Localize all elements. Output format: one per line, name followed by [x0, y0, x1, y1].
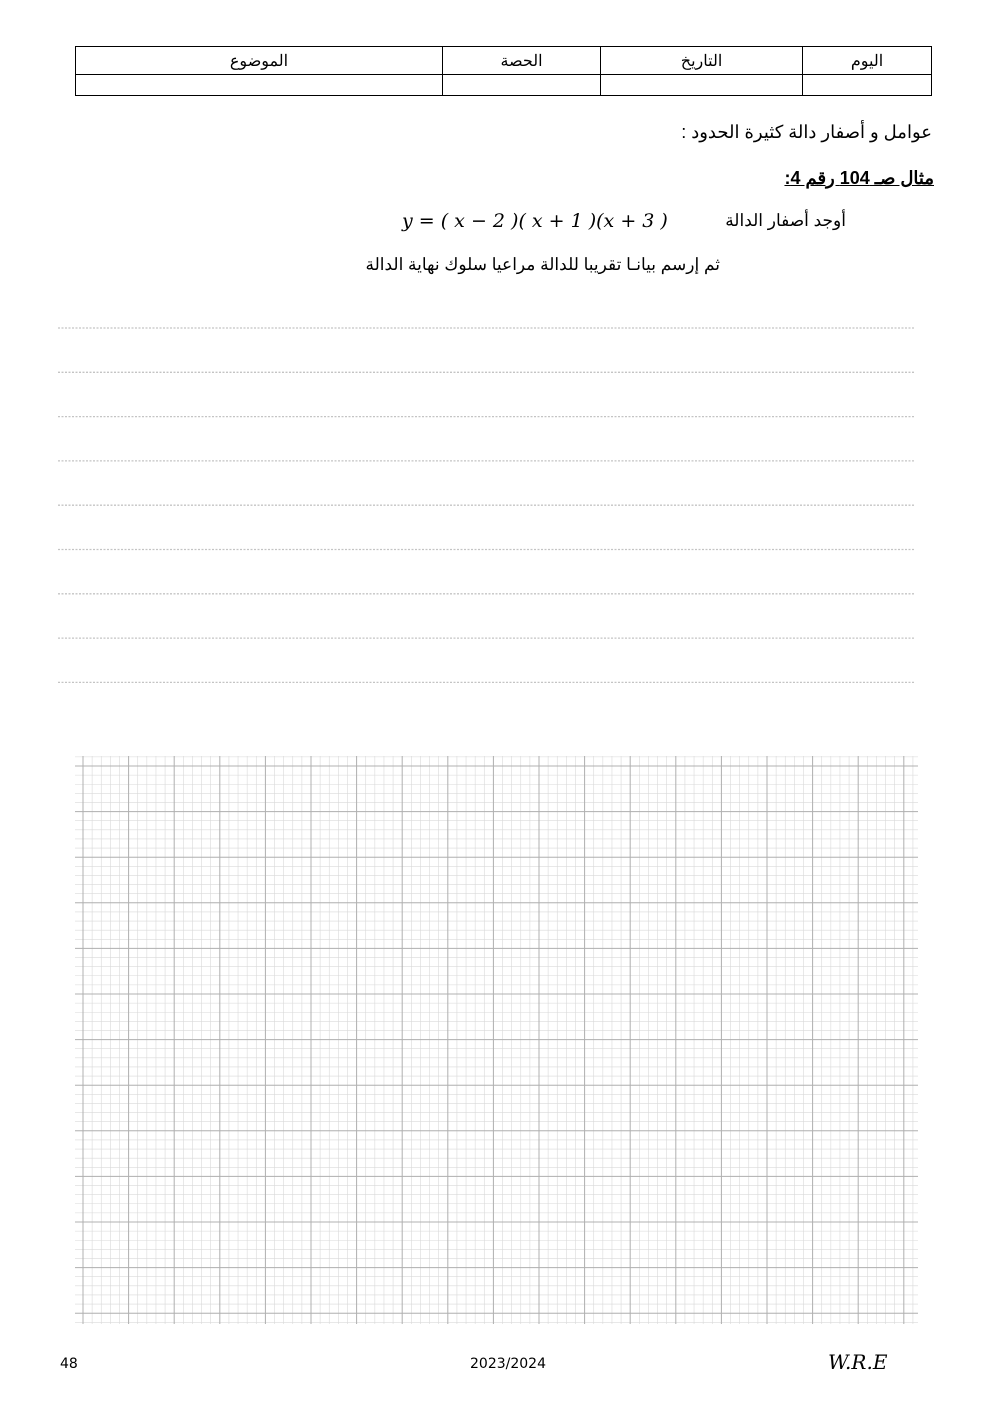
header-topic: الموضوع	[76, 47, 443, 75]
header-period-value[interactable]	[443, 75, 601, 96]
school-year: 2023/2024	[470, 1356, 546, 1372]
header-topic-value[interactable]	[76, 75, 443, 96]
section-title: عوامل و أصفار دالة كثيرة الحدود :	[681, 122, 932, 142]
task-sketch-graph: ثم إرسم بيانـا تقريبا للدالة مراعيا سلوك نهاية الدالة	[365, 255, 720, 274]
header-day-value[interactable]	[803, 75, 932, 96]
header-date: التاريخ	[601, 47, 803, 75]
header-table	[75, 46, 932, 96]
task-find-zeros: أوجد أصفار الدالة	[725, 211, 846, 230]
header-period: الحصة	[443, 47, 601, 75]
equation: y = ( x − 2 )( x + 1 )(x + 3 )	[402, 210, 668, 232]
graph-paper[interactable]	[75, 756, 918, 1324]
author-initials: W.R.E	[828, 1350, 888, 1374]
header-day: اليوم	[803, 47, 932, 75]
header-date-value[interactable]	[601, 75, 803, 96]
writing-lines[interactable]	[58, 320, 916, 700]
example-title: مثال صـ 104 رقم 4:	[784, 168, 934, 188]
page-number: 48	[60, 1356, 78, 1372]
